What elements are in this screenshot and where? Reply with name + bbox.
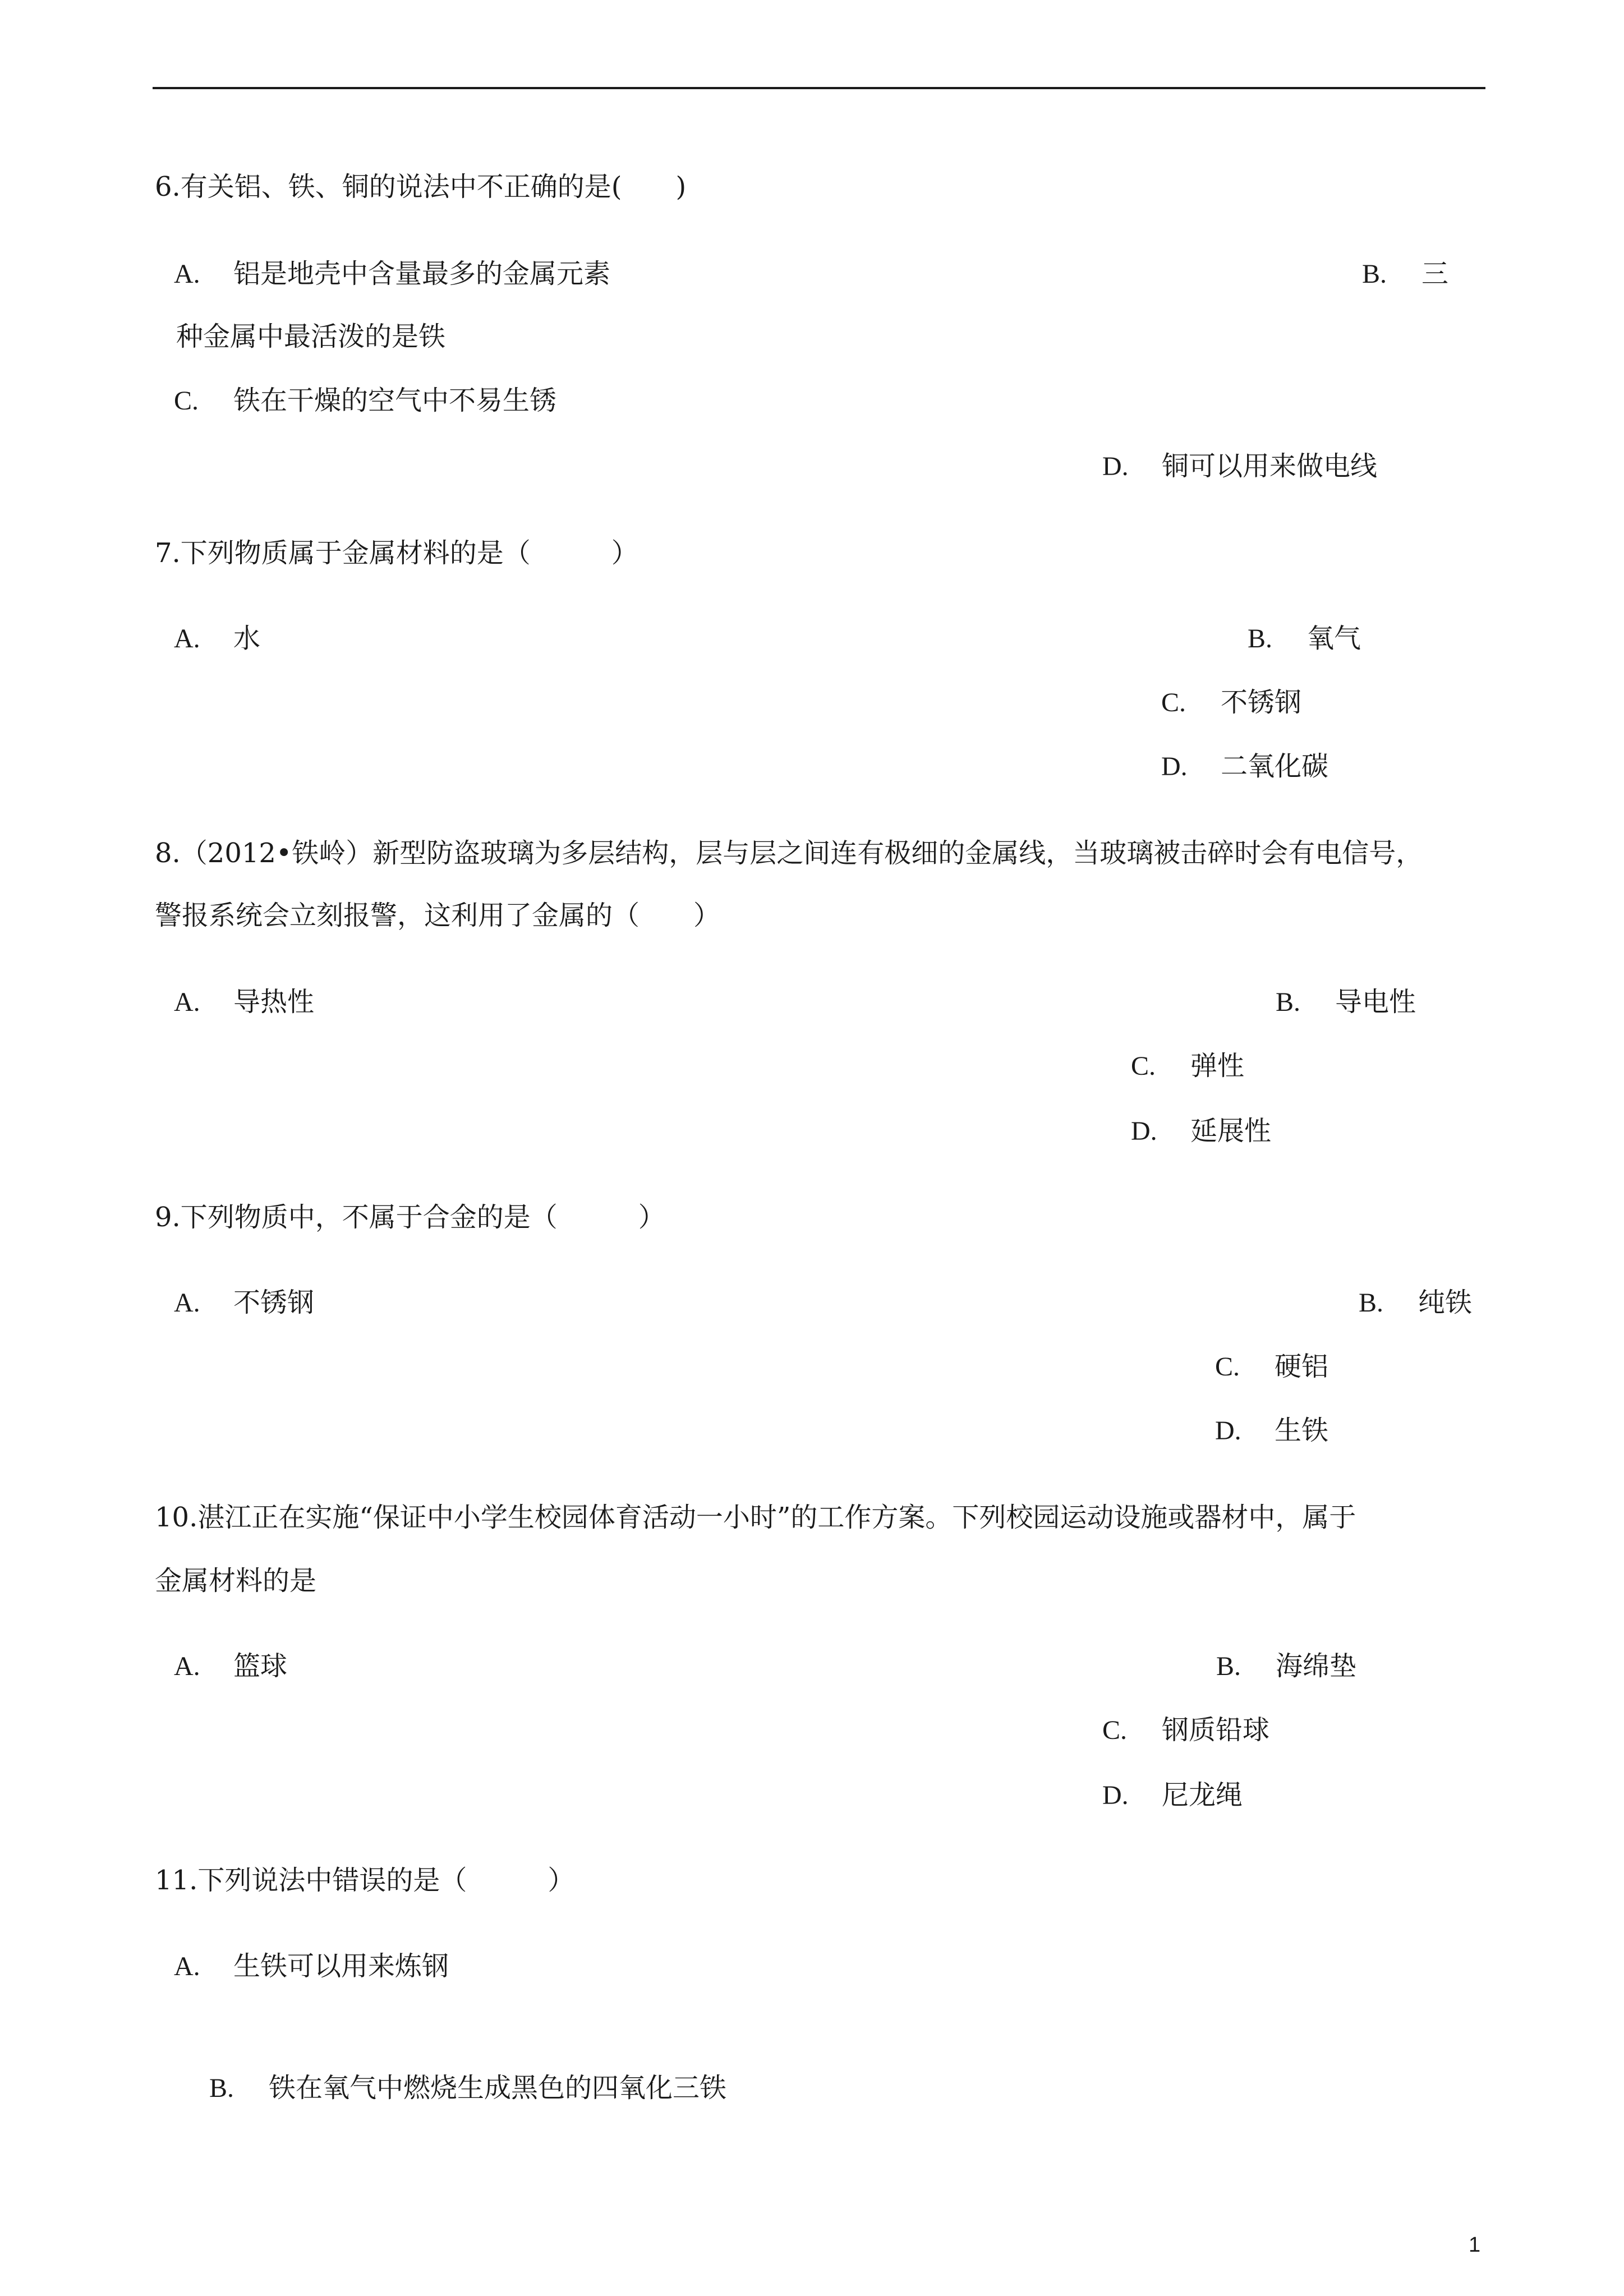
option-text: 生铁 <box>1275 1415 1329 1446</box>
question-8-option-c <box>1131 1049 1244 1083</box>
option-letter: C. <box>1102 1715 1128 1745</box>
option-letter: C. <box>1131 1051 1156 1081</box>
option-letter: D. <box>1161 752 1188 781</box>
question-6-option-a <box>174 257 610 291</box>
option-text: 不锈钢 <box>233 1287 315 1318</box>
question-8-option-d <box>1131 1114 1271 1148</box>
question-6-option-b-continued: 种金属中最活泼的是铁 <box>176 321 446 352</box>
option-letter: A. <box>174 624 200 654</box>
question-9-stem: 9.下列物质中，不属于合金的是（ ） <box>155 1202 665 1233</box>
option-text: 氧气 <box>1307 623 1361 654</box>
option-letter: D. <box>1102 1780 1129 1810</box>
question-7-option-c <box>1161 685 1301 720</box>
option-letter: C. <box>174 386 199 416</box>
question-7-option-d <box>1161 749 1328 784</box>
option-letter: C. <box>1215 1352 1240 1382</box>
question-9-option-b <box>1359 1286 1472 1320</box>
question-6-option-c <box>174 384 556 418</box>
question-7-option-b <box>1248 622 1361 656</box>
option-text: 海绵垫 <box>1276 1650 1357 1682</box>
option-text: 纯铁 <box>1418 1287 1473 1318</box>
option-text: 弹性 <box>1190 1050 1245 1082</box>
option-letter: B. <box>1216 1651 1241 1681</box>
option-text: 生铁可以用来炼钢 <box>233 1950 449 1982</box>
option-text: 不锈钢 <box>1221 687 1302 718</box>
page-number: 1 <box>1469 2233 1481 2257</box>
question-11-stem: 11.下列说法中错误的是（ ） <box>155 1865 575 1896</box>
option-letter: B. <box>1276 987 1301 1017</box>
option-text: 铝是地壳中含量最多的金属元素 <box>233 258 611 289</box>
option-text: 篮球 <box>233 1650 288 1682</box>
question-6-option-b <box>1362 257 1448 291</box>
question-11-option-b <box>209 2071 726 2105</box>
question-8-option-b <box>1276 985 1416 1019</box>
question-10-option-a <box>174 1649 287 1683</box>
question-6-stem: 6.有关铝、铁、铜的说法中不正确的是( ) <box>155 171 687 203</box>
option-text: 二氧化碳 <box>1221 751 1329 782</box>
option-letter: B. <box>1248 624 1273 654</box>
option-letter: A. <box>174 259 200 289</box>
question-10-option-d <box>1102 1778 1243 1812</box>
option-letter: A. <box>174 1288 200 1318</box>
option-letter: A. <box>174 1651 200 1681</box>
option-text: 导热性 <box>233 986 315 1018</box>
question-9-option-a <box>174 1286 314 1320</box>
question-8-stem-line-1: 8.（2012•铁岭）新型防盗玻璃为多层结构，层与层之间连有极细的金属线，当玻璃被击碎时会有电信号， <box>155 838 1423 869</box>
option-letter: B. <box>1359 1288 1384 1318</box>
option-text: 延展性 <box>1190 1115 1272 1147</box>
option-letter: A. <box>174 987 200 1017</box>
question-7-option-a <box>174 622 260 656</box>
option-text: 硬铝 <box>1275 1351 1329 1382</box>
option-text: 铁在干燥的空气中不易生锈 <box>233 385 557 416</box>
question-8-option-a <box>174 985 314 1019</box>
question-8-stem-line-2: 警报系统会立刻报警，这利用了金属的（ ） <box>155 900 721 931</box>
question-9-option-c <box>1215 1350 1328 1384</box>
option-letter: D. <box>1131 1116 1157 1146</box>
question-7-stem: 7.下列物质属于金属材料的是（ ） <box>155 537 638 569</box>
option-letter: A. <box>174 1952 200 1981</box>
question-6-option-d <box>1102 449 1377 484</box>
question-10-option-b <box>1216 1649 1356 1683</box>
option-letter: D. <box>1102 452 1129 481</box>
option-text: 铜可以用来做电线 <box>1162 450 1378 482</box>
option-text: 三 <box>1421 258 1449 289</box>
option-letter: C. <box>1161 688 1186 717</box>
option-text: 导电性 <box>1335 986 1416 1018</box>
option-letter: B. <box>209 2073 234 2103</box>
question-9-option-d <box>1215 1414 1328 1448</box>
question-10-option-c <box>1102 1713 1269 1747</box>
question-10-stem-line-1: 10.湛江正在实施“保证中小学生校园体育活动一小时”的工作方案。下列校园运动设施或器材中，属于 <box>155 1502 1356 1533</box>
option-letter: B. <box>1362 259 1387 289</box>
option-text: 水 <box>233 623 261 654</box>
option-text: 铁在氧气中燃烧生成黑色的四氧化三铁 <box>269 2072 727 2104</box>
question-10-stem-line-2: 金属材料的是 <box>155 1565 317 1596</box>
question-11-option-a <box>174 1949 449 1984</box>
option-letter: D. <box>1215 1416 1241 1446</box>
option-text: 尼龙绳 <box>1162 1779 1243 1811</box>
option-text: 钢质铅球 <box>1162 1714 1270 1746</box>
header-rule <box>153 87 1485 89</box>
